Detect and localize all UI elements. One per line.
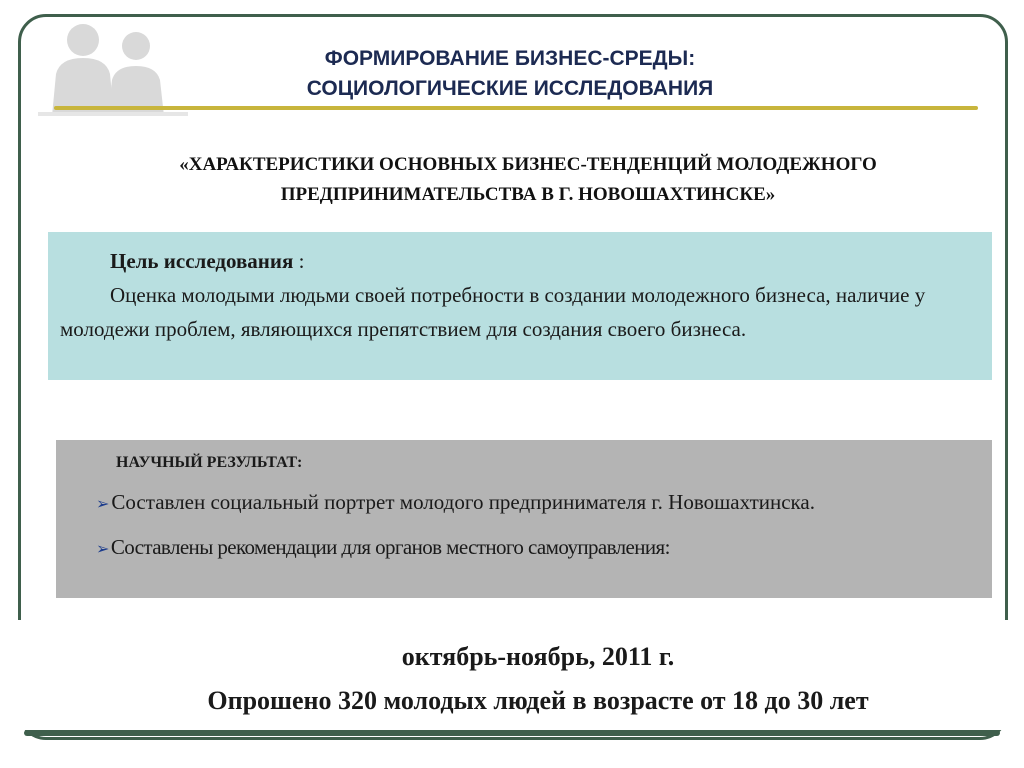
scientific-result-colon: : <box>297 454 303 471</box>
slide-title <box>190 44 830 104</box>
slide-title-line-1: ФОРМИРОВАНИЕ БИЗНЕС-СРЕДЫ: <box>324 47 696 70</box>
survey-sample: Опрошено 320 молодых людей в возрасте от 18 до 30 лет <box>207 686 869 715</box>
arrow-bullet-icon: ➢ <box>96 541 109 558</box>
arrow-bullet-icon: ➢ <box>96 496 110 513</box>
title-divider <box>54 106 978 110</box>
study-title-line-1: «ХАРАКТЕРИСТИКИ ОСНОВНЫХ БИЗНЕС-ТЕНДЕНЦИЙ МОЛОДЕЖНОГО <box>179 154 877 175</box>
result-item-text: Составлен социальный портрет молодого предпринимателя г. Новошахтинска. <box>111 490 815 514</box>
research-goal-colon: : <box>293 249 305 273</box>
research-goal-box <box>48 232 992 380</box>
scientific-result-box <box>56 440 992 598</box>
result-list <box>96 486 978 566</box>
study-title-line-2: ПРЕДПРИНИМАТЕЛЬСТВА В Г. НОВОШАХТИНСКЕ» <box>280 184 776 205</box>
list-item <box>96 486 978 521</box>
business-people-silhouette-icon <box>38 16 188 116</box>
list-item <box>96 531 978 566</box>
scientific-result-label: НАУЧНЫЙ РЕЗУЛЬТАТ <box>116 454 297 471</box>
study-period: октябрь-ноябрь, 2011 г. <box>401 642 675 671</box>
research-goal-label: Цель исследования <box>110 249 294 273</box>
scientific-result-heading <box>96 450 978 476</box>
slide-title-line-2: СОЦИОЛОГИЧЕСКИЕ ИССЛЕДОВАНИЯ <box>306 77 714 100</box>
study-title <box>56 150 1000 210</box>
result-item-text: Составлены рекомендации для органов местного самоуправления: <box>110 535 670 559</box>
research-goal-heading <box>60 244 978 278</box>
research-goal-text: Оценка молодыми людьми своей потребности в создании молодежного бизнеса, наличие у молодежи проблем, являющихся препятствием для создания своего бизнеса. <box>60 283 926 341</box>
bottom-divider <box>24 730 1000 736</box>
